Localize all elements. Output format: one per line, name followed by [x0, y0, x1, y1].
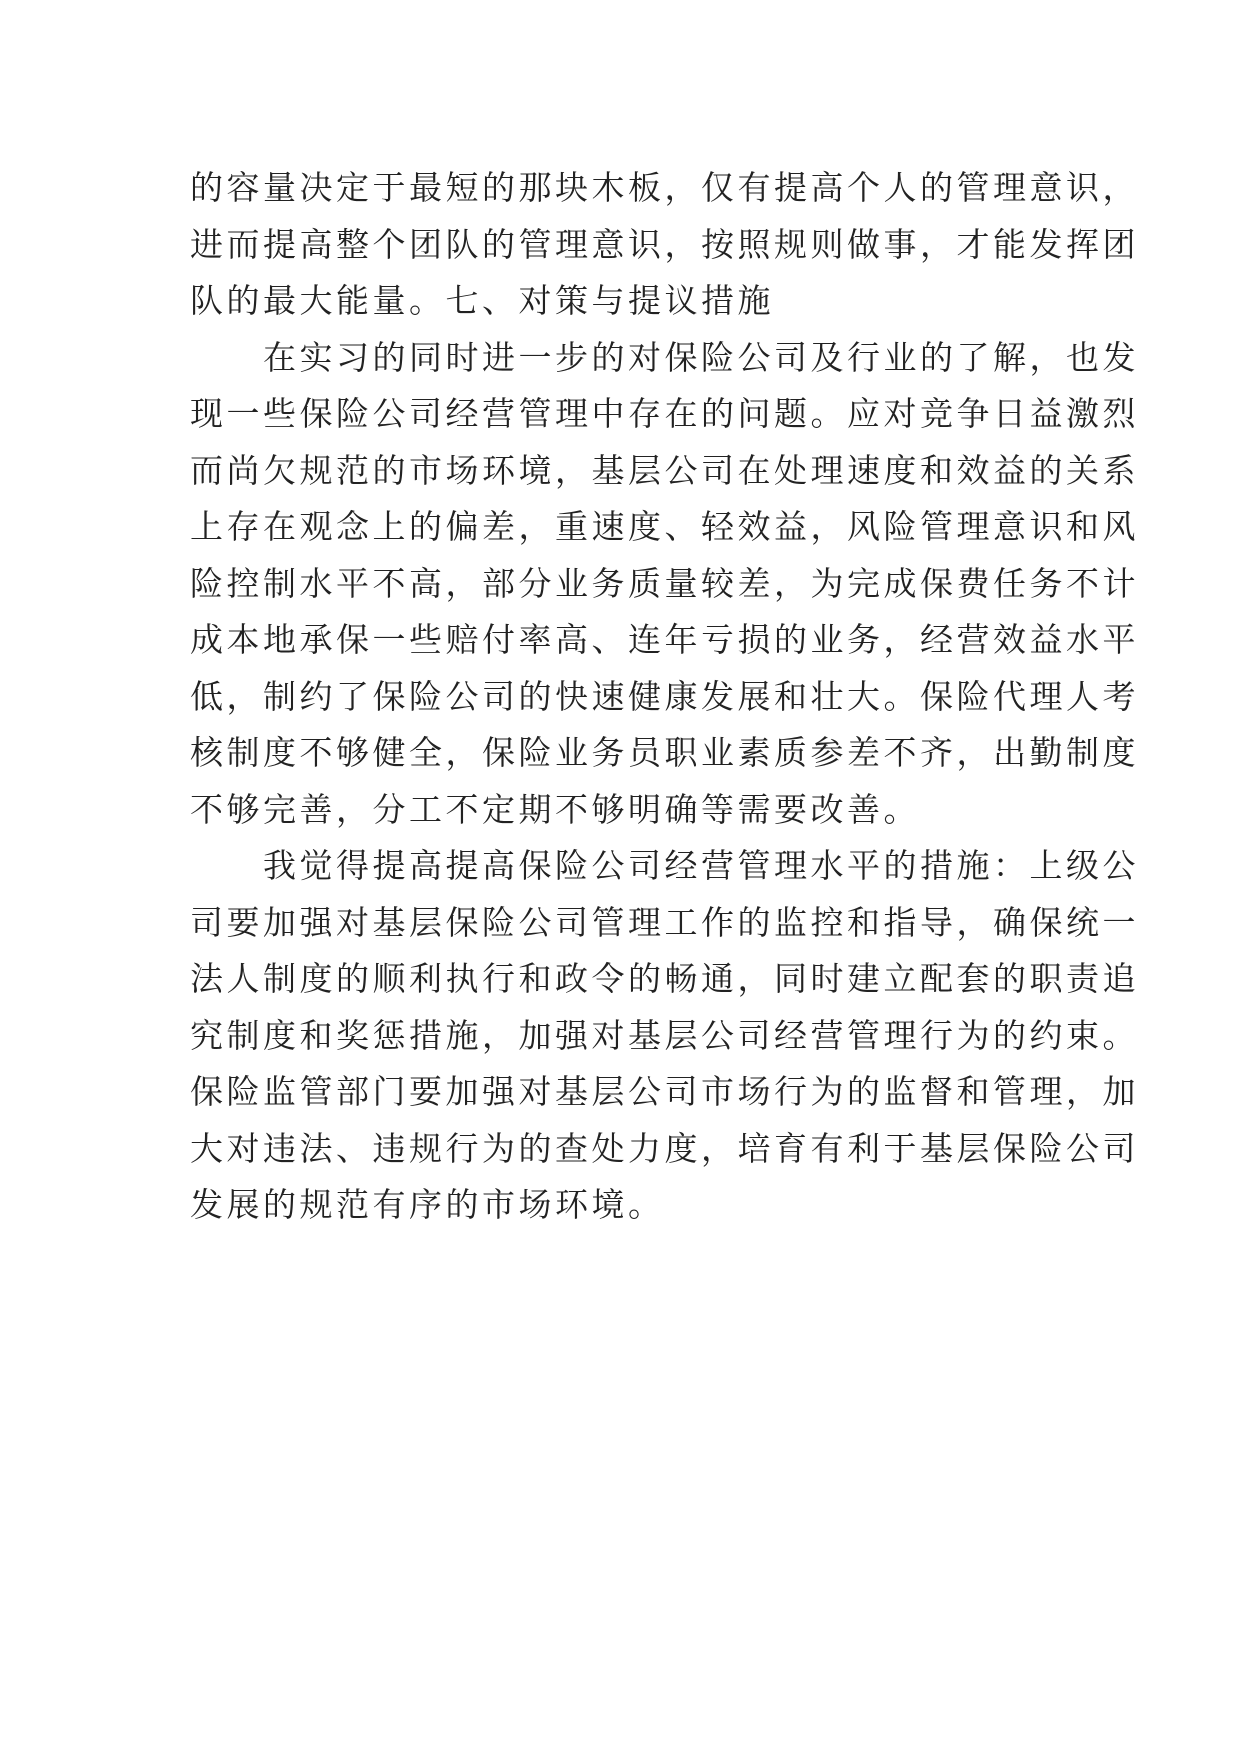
text-line: 进而提高整个团队的管理意识，按照规则做事，才能发挥团 [190, 224, 1139, 264]
text-line: 低，制约了保险公司的快速健康发展和壮大。保险代理人考 [190, 676, 1139, 716]
text-line: 核制度不够健全，保险业务员职业素质参差不齐，出勤制度 [190, 733, 1139, 772]
text-line: 险控制水平不高，部分业务质量较差，为完成保费任务不计 [190, 563, 1139, 603]
text-line: 上存在观念上的偏差，重速度、轻效益，风险管理意识和风 [190, 507, 1139, 546]
text-line: 法人制度的顺利执行和政令的畅通，同时建立配套的职责追 [190, 959, 1139, 998]
text-line: 司要加强对基层保险公司管理工作的监控和指导，确保统一 [190, 902, 1139, 942]
text-line: 成本地承保一些赔付率高、连年亏损的业务，经营效益水平 [190, 620, 1139, 659]
text-line: 不够完善，分工不定期不够明确等需要改善。 [190, 789, 920, 829]
document-body [190, 160, 1139, 1234]
text-line: 在实习的同时进一步的对保险公司及行业的了解，也发 [190, 337, 1139, 377]
text-line: 我觉得提高提高保险公司经营管理水平的措施：上级公 [190, 846, 1139, 885]
text-line: 的容量决定于最短的那块木板，仅有提高个人的管理意识， [190, 168, 1139, 207]
text-line: 保险监管部门要加强对基层公司市场行为的监督和管理，加 [190, 1072, 1139, 1111]
text-line: 大对违法、违规行为的查处力度，培育有利于基层保险公司 [190, 1128, 1139, 1168]
text-line: 究制度和奖惩措施，加强对基层公司经营管理行为的约束。 [190, 1015, 1139, 1055]
text-line: 而尚欠规范的市场环境，基层公司在处理速度和效益的关系 [190, 450, 1139, 490]
text-line: 队的最大能量。七、对策与提议措施 [190, 281, 774, 320]
text-line: 发展的规范有序的市场环境。 [190, 1185, 665, 1224]
text-line: 现一些保险公司经营管理中存在的问题。应对竞争日益激烈 [190, 394, 1139, 433]
